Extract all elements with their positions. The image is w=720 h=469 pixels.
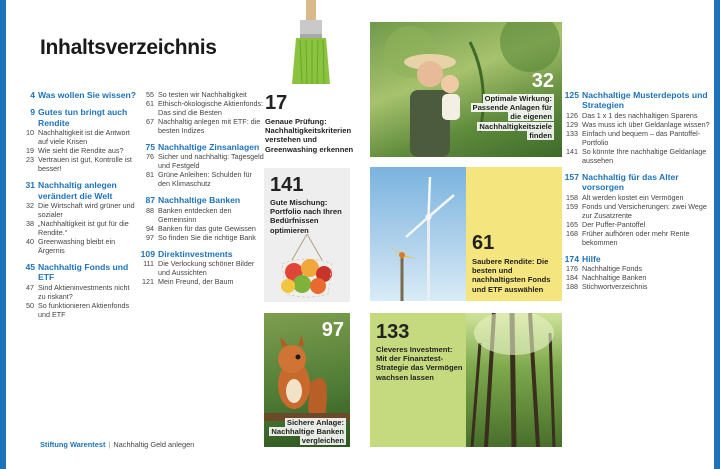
toc-entry[interactable] xyxy=(140,152,264,170)
toc-chapter-page-number: 45 xyxy=(25,262,35,273)
wind-turbine-image xyxy=(370,167,466,301)
toc-section xyxy=(140,90,264,135)
forest-photo xyxy=(466,313,562,447)
fruit-net-bag-image xyxy=(272,234,342,300)
toc-entry-title: Greenwashing bleibt ein Ärgernis xyxy=(38,237,116,256)
toc-chapter-heading[interactable] xyxy=(140,249,264,259)
toc-section xyxy=(20,262,138,319)
toc-entry-title: Was muss ich über Geldanlage wissen? xyxy=(582,119,710,129)
toc-entry[interactable] xyxy=(140,206,264,224)
toc-chapter-heading[interactable] xyxy=(140,142,264,152)
toc-chapter-title: Nachhaltige Banken xyxy=(158,195,241,206)
toc-entry[interactable] xyxy=(564,193,714,202)
toc-chapter-title: Nachhaltig anlegen verändert die Welt xyxy=(38,180,117,201)
toc-entry-title: Grüne Anleihen: Schulden für den Klimaschutz xyxy=(158,170,252,189)
toc-entry-page-number: 32 xyxy=(26,201,34,211)
toc-entry-title: Sicher und nachhaltig: Tagesgeld und Festgeld xyxy=(158,152,264,171)
tile-32-photo xyxy=(370,22,562,157)
toc-chapter-title: Nachhaltige Musterdepots und Strategien xyxy=(582,90,708,111)
toc-chapter-title: Gutes tun bringt auch Rendite xyxy=(38,107,128,128)
toc-entry-title: Nachhaltige Banken xyxy=(582,273,647,283)
toc-chapter-heading[interactable] xyxy=(20,262,138,283)
toc-entry-page-number: 88 xyxy=(146,205,154,215)
toc-entry[interactable] xyxy=(564,202,714,220)
tile-141 xyxy=(264,168,350,302)
toc-section xyxy=(140,249,264,286)
tile-17-caption: Genaue Prüfung: Nachhaltigkeitskriterien verstehen und Greenwashing erkennen xyxy=(265,117,354,154)
toc-entry-page-number: 97 xyxy=(146,232,154,242)
tile-61-page-number: 61 xyxy=(472,232,495,254)
toc-entry-page-number: 141 xyxy=(566,146,578,156)
toc-entry-page-number: 76 xyxy=(146,152,154,162)
left-edge-bar xyxy=(0,0,6,469)
toc-chapter-title: Hilfe xyxy=(582,253,601,264)
toc-entry-title: So könnte Ihre nachhaltige Geldanlage aussehen xyxy=(582,146,707,165)
toc-section xyxy=(20,180,138,255)
toc-entry-page-number: 40 xyxy=(26,237,34,247)
tile-97-page-number: 97 xyxy=(321,319,344,341)
toc-section xyxy=(564,172,714,247)
toc-entry-page-number: 81 xyxy=(146,170,154,180)
toc-section xyxy=(140,142,264,188)
toc-entry[interactable] xyxy=(140,233,264,242)
toc-entry[interactable] xyxy=(564,229,714,247)
toc-entry-page-number: 23 xyxy=(26,155,34,165)
toc-chapter-heading[interactable] xyxy=(20,90,138,100)
tile-97-caption: Sichere Anlage: Nachhaltige Banken vergleichen xyxy=(271,418,344,446)
toc-entry-title: Die Wirtschaft wird grüner und sozialer xyxy=(38,201,135,220)
toc-chapter-page-number: 31 xyxy=(25,180,35,191)
toc-entry-page-number: 176 xyxy=(566,264,578,274)
toc-entry-title: So testen wir Nachhaltigkeit xyxy=(158,90,247,99)
toc-entry-title: Banken entdecken den Gemeinsinn xyxy=(158,205,232,224)
toc-chapter-heading[interactable] xyxy=(20,107,138,128)
toc-entry-page-number: 19 xyxy=(26,146,34,156)
toc-entry[interactable] xyxy=(20,128,138,146)
toc-entry[interactable] xyxy=(564,147,714,165)
toc-entry-title: So funktionieren Aktienfonds und ETF xyxy=(38,300,130,319)
tile-17-page-number: 17 xyxy=(265,92,288,114)
toc-entry-page-number: 10 xyxy=(26,128,34,138)
toc-chapter-title: Nachhaltige Zinsanlagen xyxy=(158,142,260,152)
toc-entry-page-number: 67 xyxy=(146,117,154,126)
toc-entry-page-number: 126 xyxy=(566,110,578,120)
toc-chapter-heading[interactable] xyxy=(20,180,138,201)
toc-entry-page-number: 121 xyxy=(142,277,154,287)
toc-entry-page-number: 61 xyxy=(146,99,154,108)
toc-entry[interactable] xyxy=(140,224,264,233)
toc-entry[interactable] xyxy=(564,111,714,120)
toc-entry[interactable] xyxy=(140,90,264,99)
toc-entry-title: Einfach und bequem – das Pantoffel-Portfolio xyxy=(582,128,701,147)
toc-entry-title: Mein Freund, der Baum xyxy=(158,277,234,287)
toc-entry[interactable] xyxy=(20,201,138,219)
toc-entry-page-number: 47 xyxy=(26,282,34,292)
toc-entry[interactable] xyxy=(564,273,714,282)
paintbrush-image xyxy=(278,0,344,86)
toc-chapter-title: Direktinvestments xyxy=(158,248,233,259)
tile-133-page-number: 133 xyxy=(376,321,410,343)
toc-chapter-page-number: 75 xyxy=(145,142,155,152)
tile-32-page-number: 32 xyxy=(531,70,554,92)
toc-entry-title: So finden Sie die richtige Bank xyxy=(158,232,256,242)
toc-entry-title: Wie sieht die Rendite aus? xyxy=(38,146,124,156)
toc-column-right xyxy=(564,90,714,298)
toc-entry-title: Banken für das gute Gewissen xyxy=(158,223,256,233)
toc-entry[interactable] xyxy=(564,120,714,129)
toc-entry[interactable] xyxy=(140,99,264,117)
toc-chapter-page-number: 87 xyxy=(145,195,155,206)
toc-entry-page-number: 168 xyxy=(566,228,578,238)
footer-brand: Stiftung Warentest xyxy=(40,440,106,449)
toc-entry[interactable] xyxy=(140,277,264,286)
toc-entry-page-number: 111 xyxy=(143,259,154,269)
toc-entry-title: Das 1 x 1 des nachhaltigen Sparens xyxy=(582,110,698,120)
toc-entry-title: Nachhaltige Fonds xyxy=(582,264,642,274)
toc-section xyxy=(564,90,714,165)
toc-entry-title: Nachhaltigkeit ist die Antwort auf viele Krisen xyxy=(38,128,130,147)
toc-chapter-page-number: 9 xyxy=(30,107,35,118)
page-title: Inhaltsverzeichnis xyxy=(40,36,217,59)
toc-chapter-heading[interactable] xyxy=(564,254,714,264)
toc-entry-page-number: 38 xyxy=(26,219,34,229)
tile-32-caption: Optimale Wirkung: Passende Anlagen für die eigenen Nachhaltigkeitsziele finden xyxy=(472,94,552,140)
toc-entry[interactable] xyxy=(564,264,714,273)
tile-133-caption: Cleveres Investment: Mit der Finanztest-Strategie das Vermögen wachsen lassen xyxy=(376,345,463,382)
tile-133 xyxy=(370,313,466,447)
tile-61-caption: Saubere Rendite: Die besten und nachhaltigsten Fonds und ETF auswählen xyxy=(472,257,551,294)
toc-chapter-title: Nachhaltig Fonds und ETF xyxy=(38,262,129,283)
toc-entry[interactable] xyxy=(564,282,714,291)
tile-141-caption: Gute Mischung: Portfolio nach Ihren Bedürfnissen optimieren xyxy=(270,198,342,235)
toc-entry[interactable] xyxy=(20,219,138,237)
toc-chapter-page-number: 109 xyxy=(140,248,155,259)
tile-97-photo xyxy=(264,313,350,447)
footer-separator: | xyxy=(108,440,111,449)
toc-chapter-page-number: 157 xyxy=(564,171,579,182)
forest-trees-image xyxy=(466,313,562,447)
toc-entry-page-number: 129 xyxy=(566,119,578,129)
tile-61 xyxy=(466,167,562,301)
toc-entry-page-number: 55 xyxy=(146,90,154,99)
toc-entry[interactable] xyxy=(20,237,138,255)
toc-entry[interactable] xyxy=(564,220,714,229)
toc-entry-title: Der Puffer-Pantoffel xyxy=(582,219,646,229)
toc-chapter-title: Was wollen Sie wissen? xyxy=(38,90,137,100)
toc-entry-title: Sind Aktieninvestments nicht zu riskant? xyxy=(38,282,130,301)
toc-chapter-title: Nachhaltig für das Alter vorsorgen xyxy=(582,171,679,193)
toc-entry-page-number: 184 xyxy=(566,273,578,283)
toc-section xyxy=(20,90,138,100)
toc-entry-page-number: 188 xyxy=(566,282,578,292)
toc-entry-title: Ethisch-ökologische Aktienfonds: Das sind die Besten xyxy=(158,99,264,117)
toc-column-left xyxy=(20,90,138,326)
toc-chapter-page-number: 4 xyxy=(30,90,35,100)
toc-entry[interactable] xyxy=(20,146,138,155)
toc-chapter-page-number: 125 xyxy=(564,90,579,100)
toc-entry-page-number: 94 xyxy=(146,223,154,233)
toc-entry[interactable] xyxy=(140,259,264,277)
toc-section xyxy=(564,254,714,291)
toc-chapter-page-number: 174 xyxy=(564,253,579,264)
toc-entry[interactable] xyxy=(140,117,264,135)
toc-entry-page-number: 159 xyxy=(566,201,578,211)
toc-entry-title: Früher aufhören oder mehr Rente bekommen xyxy=(582,228,690,247)
toc-column-middle xyxy=(140,90,264,293)
toc-entry-page-number: 133 xyxy=(566,128,578,138)
tile-141-page-number: 141 xyxy=(270,174,304,196)
toc-entry-title: Stichwortverzeichnis xyxy=(582,282,648,292)
toc-entry-page-number: 50 xyxy=(26,300,34,310)
toc-chapter-heading[interactable] xyxy=(140,195,264,205)
toc-entry[interactable] xyxy=(564,129,714,147)
toc-chapter-heading[interactable] xyxy=(564,90,714,111)
toc-entry-page-number: 158 xyxy=(566,192,578,202)
toc-chapter-heading[interactable] xyxy=(564,172,714,193)
toc-entry[interactable] xyxy=(20,283,138,301)
right-edge-bar xyxy=(714,0,720,469)
toc-entry[interactable] xyxy=(140,170,264,188)
toc-entry-title: Die Verlockung schöner Bilder und Aussichten xyxy=(158,259,255,278)
wind-turbine-photo xyxy=(370,167,466,301)
toc-entry-title: Nachhaltig anlegen mit ETF: die besten Indizes xyxy=(158,117,261,135)
toc-entry-title: Fonds und Versicherungen: zwei Wege zur Zusatzrente xyxy=(582,201,707,220)
toc-entry-title: „Nachhaltigkeit ist gut für die Rendite.“ xyxy=(38,219,129,238)
toc-entry[interactable] xyxy=(20,301,138,319)
footer-book-title: Nachhaltig Geld anlegen xyxy=(113,440,195,449)
toc-entry-title: Alt werden kostet ein Vermögen xyxy=(582,192,684,202)
toc-entry[interactable] xyxy=(20,155,138,173)
toc-entry-page-number: 165 xyxy=(566,219,578,229)
toc-section xyxy=(140,195,264,241)
toc-entry-title: Vertrauen ist gut, Kontrolle ist besser! xyxy=(38,155,132,174)
toc-section xyxy=(20,107,138,173)
page-footer xyxy=(40,440,194,449)
